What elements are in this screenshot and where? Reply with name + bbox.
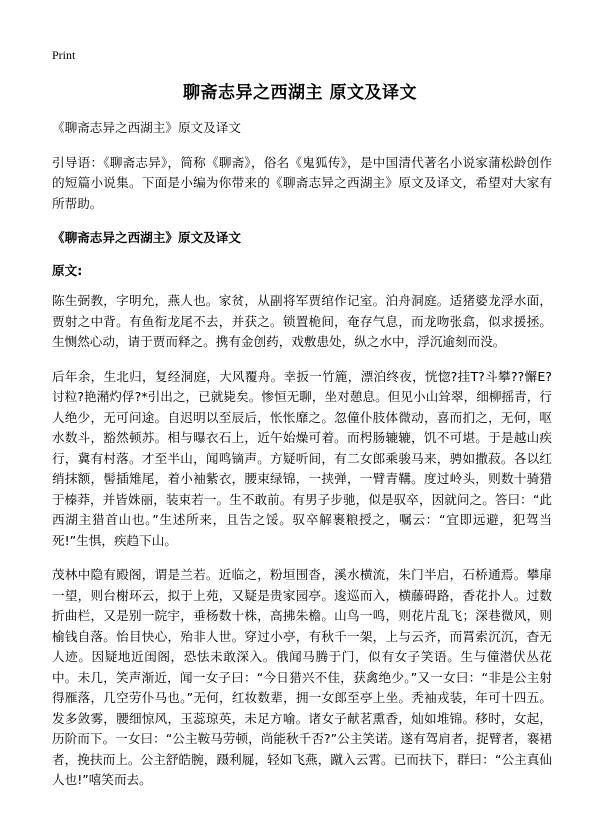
intro-paragraph: 引导语：《聊斋志异》，简称《聊斋》，俗名《鬼狐传》，是中国清代著名小说家蒲松龄创作的短篇小说集。下面是小编为你带来的《聊斋志异之西湖主》原文及译文，希望对大家有所帮助。 [52, 154, 552, 211]
body-paragraph-2: 后年余，生北归，复经洞庭，大风覆舟。幸扳一竹簏，漂泊终夜，恍惚?挂T?斗攀??懈E?讨粒?艳潲灼俘?*引出之，已就毙矣。惨恒无聊，坐对憩息。但见小山耸翠，细柳摇青，行人绝少，无可问途。自迟明以至辰后，怅怅靡之。忽僮仆肢体微动，喜而扪之，无何，呕水数斗，豁然顿苏。相与曝衣石上，近午始燥可着。而枵肠辘辘，饥不可堪。于是越山疾行，冀有村落。才至半山，闻鸣镝声。方疑听间，有二女郎乘骏马来，骋如撒菽。各以红绡抹额，髻插雉尾，着小袖紫衣，腰束绿锦，一挟弹，一臂青鞲。度过岭头，则数十骑猎于榛莽，并皆姝丽，装束若一。生不敢前。有男子步驰，似是驭卒，因就问之。答曰：“此西湖主猎首山也。”生述所来，且告之馁。驭卒解裹粮授之，嘱云：“宜即远避，犯驾当死!”生惧，疾趋下山。 [52, 368, 552, 548]
article-body [52, 118, 552, 805]
page-title: 聊斋志异之西湖主 原文及译文 [183, 83, 417, 103]
body-paragraph-1: 陈生弼教，字明允，燕人也。家贫，从副将军贾绾作记室。泊舟洞庭。适猪婆龙浮水面，贾射之中背。有鱼衔龙尾不去，并获之。锁置桅间，奄存气息，而龙吻张翕，似求援拯。生恻然心动，请于贾而释之。携有金创药，戏敷患处，纵之水中，浮沉逾刻而没。 [52, 293, 552, 349]
article-subtitle: 《聊斋志异之西湖主》原文及译文 [52, 120, 241, 135]
section-heading: 《聊斋志异之西湖主》原文及译文 [52, 230, 241, 245]
original-text-label: 原文: [52, 262, 83, 278]
print-link[interactable]: Print [52, 48, 76, 62]
body-paragraph-3: 茂林中隐有殿阁，谓是兰若。近临之，粉垣围沓，溪水横流，朱门半启，石桥通焉。攀扉一望，则台榭环云，拟于上苑，又疑是贵家园亭。逡巡而入，横藤碍路，香花扑人。过数折曲栏，又是别一院宇，垂杨数十株，高拂朱檐。山鸟一鸣，则花片乱飞；深巷微风，则榆钱自落。怡目快心，殆非人世。穿过小亭，有秋千一架，上与云齐，而罥索沉沉，杳无人迹。因疑地近闺阁，恐怯未敢深入。俄闻马腾于门，似有女子笑语。生与僮潜伏丛花中。未几，笑声渐近，闻一女子曰：“今日猎兴不佳，获禽绝少。”又一女曰：“非是公主射得雁落，几空劳仆马也。”无何，红妆数辈，拥一女郎至亭上坐。秃袖戎装，年可十四五。发多敛雾，腰细惊风，玉蕊琼英，未足方喻。诸女子献茗熏香，灿如堆锦。移时，女起，历阶而下。一女曰：“公主鞍马劳顿，尚能秋千否?”公主笑诺。遂有驾肩者，捉臂者，褰裙者，挽扶而上。公主舒皓腕，蹑利屣，轻如飞燕，蹴入云霄。已而扶下，群曰：“公主真仙人也!”嘻笑而去。 [52, 567, 552, 787]
